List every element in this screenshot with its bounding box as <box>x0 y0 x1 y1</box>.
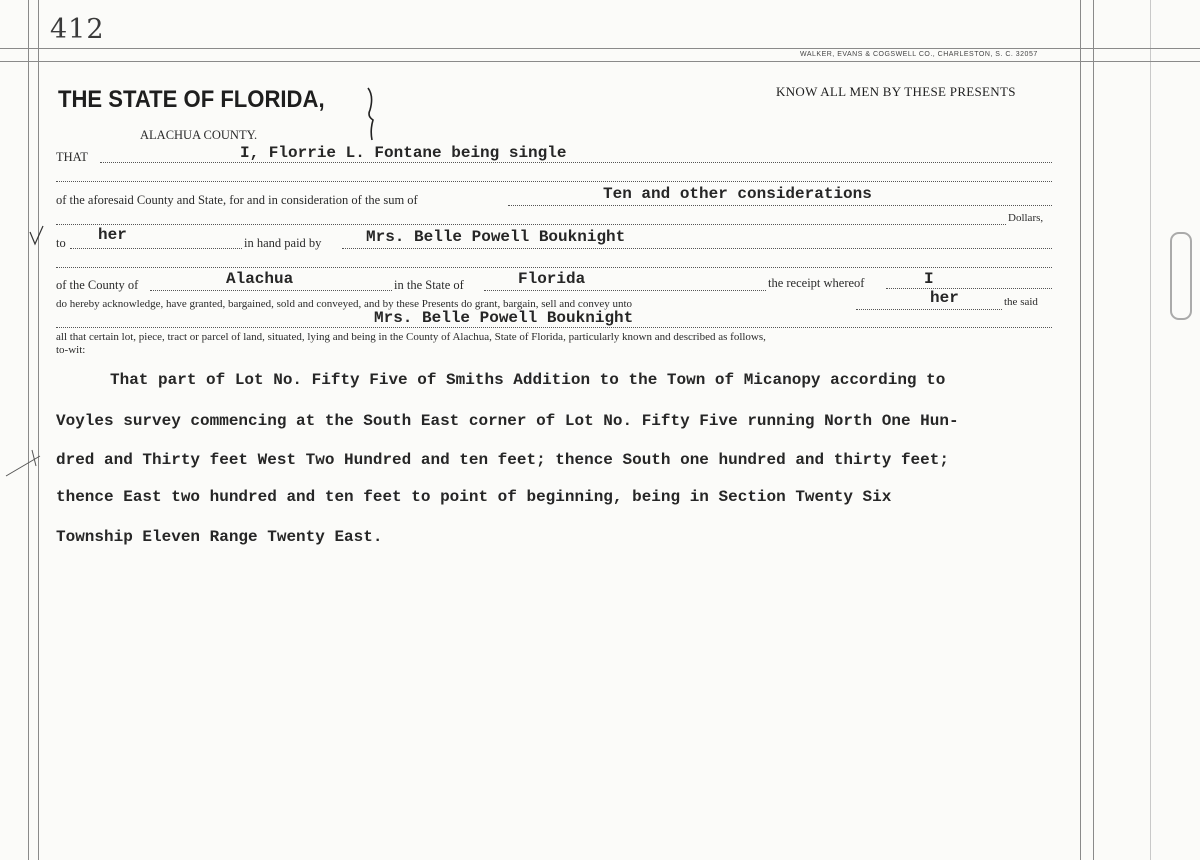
description-line-4: thence East two hundred and ten feet to point of beginning, being in Section Twenty Six <box>56 488 892 506</box>
state-of-label: in the State of <box>394 278 464 292</box>
to-fill-line <box>70 248 242 249</box>
county-heading: ALACHUA COUNTY. <box>140 128 258 142</box>
paid-by-label: in hand paid by <box>244 236 322 250</box>
brace-mark <box>364 86 378 142</box>
aforesaid-label: of the aforesaid County and State, for and in consideration of the sum of <box>56 193 418 207</box>
description-line-1: That part of Lot No. Fifty Five of Smiths Addition to the Town of Micanopy according to <box>110 371 946 389</box>
left-margin-rule <box>28 0 29 860</box>
acknowledge-label: do hereby acknowledge, have granted, bargained, sold and conveyed, and by these Presents do grant, bargain, sell and convey unto <box>56 298 633 310</box>
header-rule <box>0 48 1200 49</box>
grantor-fill-line <box>100 162 1052 163</box>
right-margin-rule-inner <box>1093 0 1094 860</box>
dollars-label: Dollars, <box>1008 212 1044 224</box>
binding-hole <box>1170 232 1192 320</box>
state-value: Florida <box>518 270 586 288</box>
description-line-5: Township Eleven Range Twenty East. <box>56 528 383 546</box>
land-description-label: all that certain lot, piece, tract or parcel of land, situated, lying and being in the County of Alachua, State of Florida, particularly known and described as follows, <box>56 331 766 343</box>
payer-name: Mrs. Belle Powell Bouknight <box>366 228 626 246</box>
blank-fill-line-1 <box>56 181 1052 182</box>
receipt-label: the receipt whereof <box>768 276 865 290</box>
dollars-fill-line <box>56 224 1006 225</box>
county-of-label: of the County of <box>56 278 139 292</box>
binding-edge-rule <box>1150 0 1151 860</box>
payer-fill-line <box>342 248 1052 249</box>
grantee-name: Mrs. Belle Powell Bouknight <box>374 309 634 327</box>
check-mark <box>28 224 46 248</box>
consideration-value: Ten and other considerations <box>603 185 872 203</box>
state-fill-line <box>484 290 766 291</box>
page-number: 412 <box>50 14 105 45</box>
blank-fill-line-2 <box>56 267 1052 268</box>
margin-tick-mark <box>2 442 42 482</box>
to-whom-value: her <box>98 226 127 244</box>
the-said-label: the said <box>1004 296 1038 308</box>
receipt-value: I <box>924 270 934 288</box>
header-rule-2 <box>0 61 1200 62</box>
to-wit-label: to-wit: <box>56 344 86 356</box>
description-line-2: Voyles survey commencing at the South East corner of Lot No. Fifty Five running North One Hun- <box>56 412 959 430</box>
grantee-pronoun-fill-line <box>856 309 1002 310</box>
county-fill-line <box>150 290 392 291</box>
right-margin-rule <box>1080 0 1081 860</box>
grantor-name: I, Florrie L. Fontane being single <box>240 144 567 162</box>
consideration-fill-line <box>508 205 1052 206</box>
grantee-pronoun: her <box>930 289 959 307</box>
receipt-fill-line <box>886 288 1052 289</box>
that-label: THAT <box>56 150 88 164</box>
grantee-fill-line <box>56 327 1052 328</box>
description-line-3: dred and Thirty feet West Two Hundred and ten feet; thence South one hundred and thirty feet; <box>56 451 949 469</box>
to-label: to <box>56 236 66 250</box>
county-value: Alachua <box>226 270 294 288</box>
left-margin-rule-inner <box>38 0 39 860</box>
printer-imprint: WALKER, EVANS & COGSWELL CO., CHARLESTON, S. C. 32057 <box>800 51 1038 58</box>
document-title: THE STATE OF FLORIDA, <box>58 86 325 113</box>
know-all-men-heading: KNOW ALL MEN BY THESE PRESENTS <box>776 84 1016 99</box>
